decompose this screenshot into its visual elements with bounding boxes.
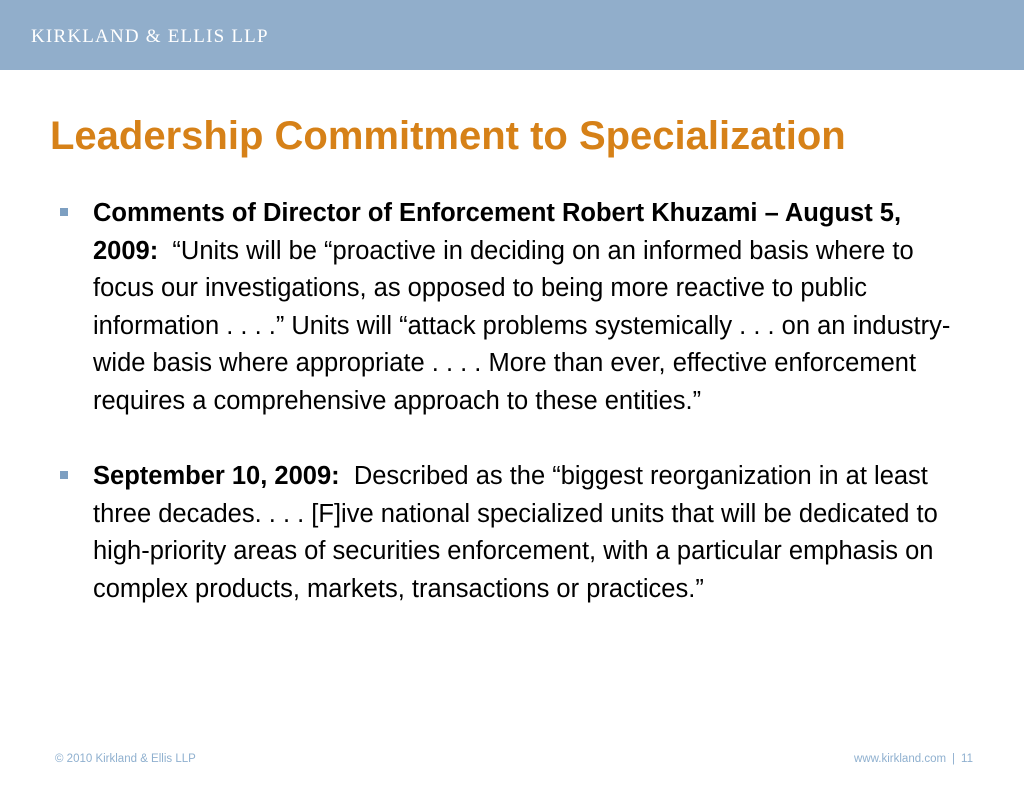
header-bar	[0, 0, 1024, 70]
footer-separator: |	[952, 753, 956, 765]
bullet-text: “Units will be “proactive in deciding on an informed basis where to focus our investigations, as opposed to being more reactive to public information . . . .” Units will “attack problems systemically . . . on an industry-wide basis where appropriate . . . . More than ever, effective enforcement requires a comprehensive approach to these entities.”	[93, 236, 951, 415]
square-bullet-icon	[60, 208, 68, 216]
footer-copyright: © 2010 Kirkland & Ellis LLP	[55, 753, 196, 765]
firm-logo: KIRKLAND & ELLIS LLP	[31, 26, 269, 47]
bullet-lead: September 10, 2009:	[93, 462, 340, 490]
bullet-text: Described as the “biggest reorganization in at least three decades. . . . [F]ive national specialized units that will be dedicated to high-priority areas of securities enforcement, with a particular emphasis on complex products, markets, transactions or practices.”	[93, 462, 938, 603]
square-bullet-icon	[60, 471, 68, 479]
footer-website: www.kirkland.com	[854, 753, 947, 765]
bullet-lead: Comments of Director of Enforcement Robert Khuzami – August 5, 2009:	[93, 199, 902, 265]
page-number: 11	[961, 753, 973, 765]
bullet-item-reorganization	[57, 458, 977, 608]
footer-right	[854, 753, 973, 765]
bullet-list	[57, 195, 977, 608]
bullet-item-khuzami-comments	[57, 195, 977, 420]
slide-title: Leadership Commitment to Specialization	[50, 114, 846, 158]
